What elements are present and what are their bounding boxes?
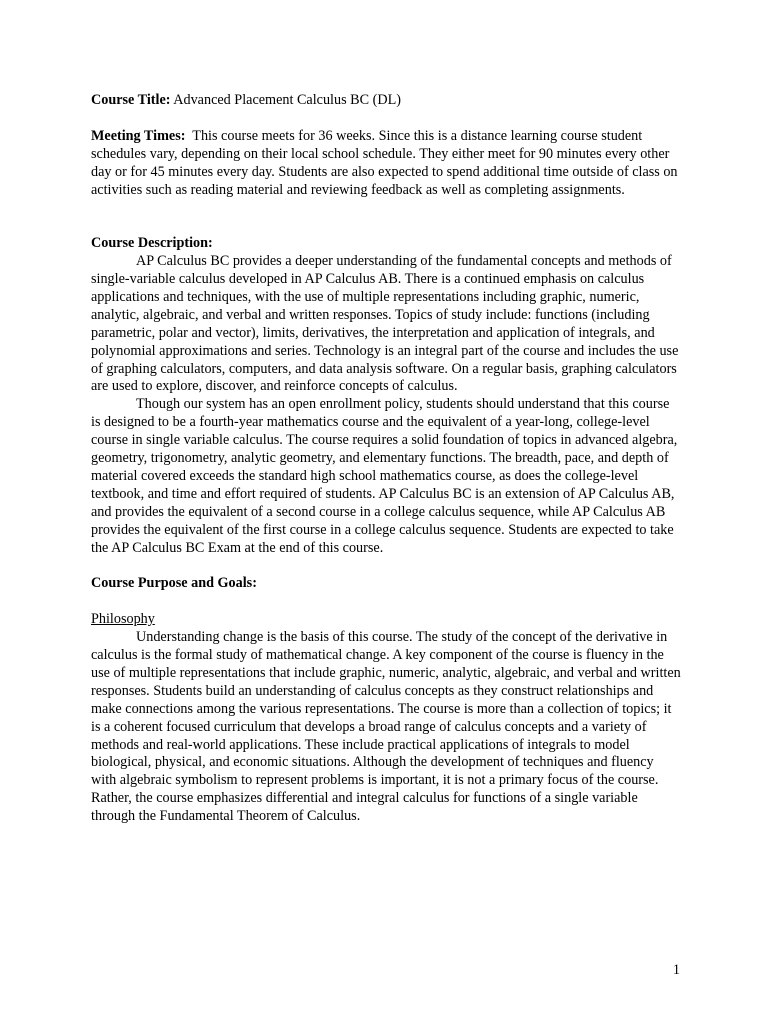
course-description-paragraph-2: Though our system has an open enrollment policy, students should understand that this course is designed to be a fourth-year mathematics course and the equivalent of a year-long, college-level course in single variable calculus. The course requires a solid foundation of topics in advanced algebra, geometry, trigonometry, analytic geometry, and elementary functions. The breadth, pace, and depth of material covered exceeds the standard high school mathematics course, as does the college-level textbook, and time and effort required of students. AP Calculus BC is an extension of AP Calculus AB, and provides the equivalent of a second course in a college calculus sequence, while AP Calculus AB provides the equivalent of the first course in a college calculus sequence. Students are expected to take the AP Calculus BC Exam at the end of this course.: [91, 396, 678, 556]
page-content: [91, 92, 681, 826]
philosophy-paragraph: Understanding change is the basis of this course. The study of the concept of the derivative in calculus is the formal study of mathematical change. A key component of the course is fluency in the use of multiple representations that include graphic, numeric, analytic, algebraic, and verbal and written responses. Students build an understanding of calculus concepts as they construct relationships and make connections among the various representations. The course is more than a collection of topics; it is a coherent focused curriculum that develops a broad range of calculus concepts and a variety of methods and real-world applications. These include practical applications of integrals to model biological, physical, and economic situations. Although the development of techniques and fluency with algebraic symbolism to represent problems is important, it is not a primary focus of the course. Rather, the course emphasizes differential and integral calculus for functions of a single variable through the Fundamental Theorem of Calculus.: [91, 629, 681, 825]
course-title-line: [91, 92, 681, 110]
course-purpose-heading: Course Purpose and Goals:: [91, 575, 257, 592]
course-description-paragraph-1: AP Calculus BC provides a deeper understanding of the fundamental concepts and methods of single-variable calculus developed in AP Calculus AB. There is a continued emphasis on calculus applications and techniques, with the use of multiple representations including graphic, numeric, analytic, algebraic, and verbal and written responses. Topics of study include: functions (including parametric, polar and vector), limits, derivatives, the interpretation and application of integrals, and polynomial approximations and series. Technology is an integral part of the course and includes the use of graphing calculators, computers, and data analysis software. On a regular basis, graphing calculators are used to explore, discover, and reinforce concepts of calculus.: [91, 253, 679, 395]
meeting-times-label: Meeting Times:: [91, 127, 186, 144]
philosophy-subheading: Philosophy: [91, 611, 155, 628]
course-title-value: Advanced Placement Calculus BC (DL): [173, 92, 401, 108]
course-description-heading: Course Description:: [91, 235, 213, 252]
meeting-times-section: [91, 128, 681, 200]
page-number: 1: [672, 962, 680, 978]
course-title-label: Course Title:: [91, 92, 171, 108]
meeting-times-text: This course meets for 36 weeks. Since this is a distance learning course student schedules vary, depending on their local school schedule. They either meet for 90 minutes every other day or for 45 minutes every day. Students are also expected to spend additional time outside of class on activities such as reading material and reviewing feedback as well as completing assignments.: [91, 127, 678, 198]
